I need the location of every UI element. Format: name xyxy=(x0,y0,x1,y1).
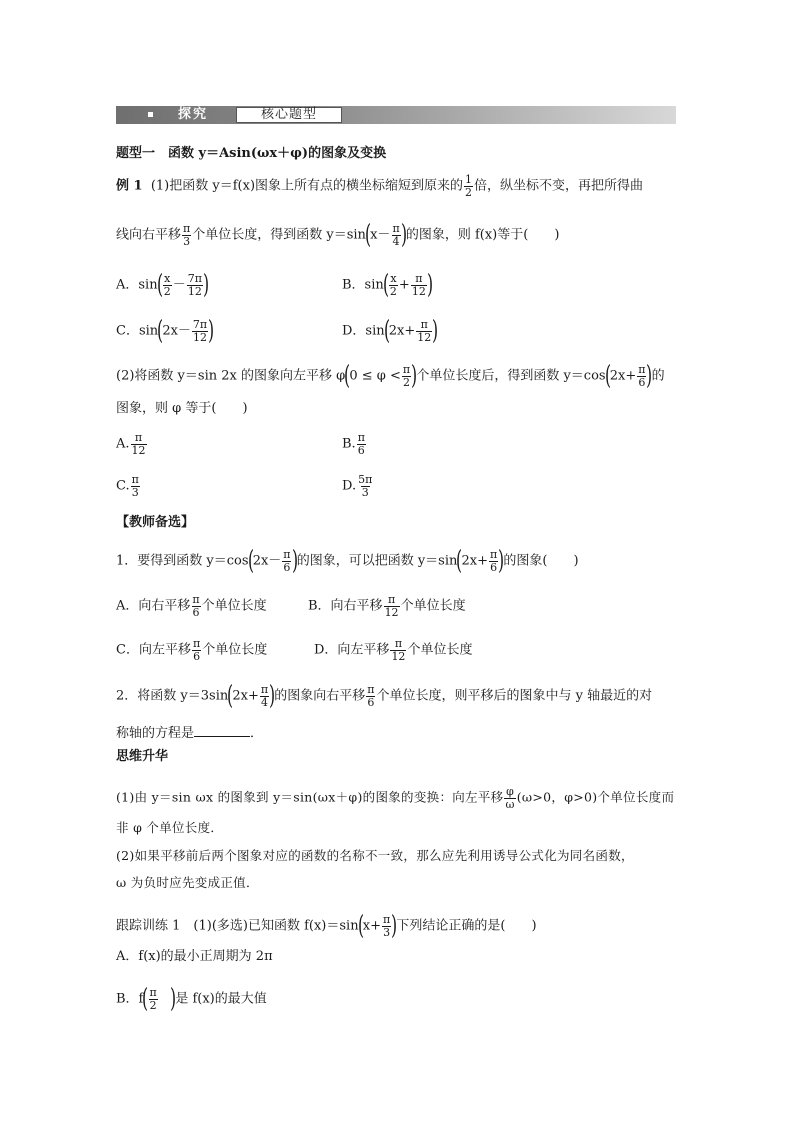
teacher-option-c: C．向左平移 $\frac{\pi}{6}$ 个单位长度 xyxy=(116,637,268,663)
practice-title: 跟踪训练 1 (1)(多选)已知函数 f(x)＝sin(x+ $\frac{\pi}{3}$ )下列结论正确的是( ) xyxy=(116,911,537,941)
option-c: C．sin(2x－ $\frac{7\pi}{12}$ ) xyxy=(116,316,215,346)
summary-line-2: 非 φ 个单位长度． xyxy=(116,820,224,835)
part-2-option-a: A. $\frac{\pi}{12}$ xyxy=(116,431,146,457)
teacher-problem-1: 1．要得到函数 y＝cos(2x－ $\frac{\pi}{6}$ )的图象，可以把函数 y＝sin(2x+ $\frac{\pi}{6}$ )的图象( ) xyxy=(116,546,579,576)
option-a: A．sin( $\frac{x}{2}$ － $\frac{7\pi}{12}$ ) xyxy=(116,270,210,300)
option-d: D．sin(2x+ $\frac{\pi}{12}$ ) xyxy=(342,316,439,346)
bullet-icon xyxy=(148,112,153,117)
teacher-option-d: D．向左平移 $\frac{\pi}{12}$ 个单位长度 xyxy=(314,637,473,663)
teacher-problem-2-line-1: 2．将函数 y＝3sin(2x+ $\frac{\pi}{4}$ )的图象向右平移 $\frac{\pi}{6}$ 个单位长度，则平移后的图象中与 y 轴最近的对 xyxy=(116,681,653,711)
part-2-option-c: C. $\frac{\pi}{3}$ xyxy=(116,473,139,499)
header-tag-explore: 探究 xyxy=(178,107,209,122)
example-1-part-2-line-2: 图象，则 φ 等于( ) xyxy=(116,401,248,416)
teacher-option-a: A．向右平移 $\frac{\pi}{6}$ 个单位长度 xyxy=(116,593,267,619)
summary-line-1: (1)由 y＝sin ωx 的图象到 y＝sin(ωx＋φ)的图象的变换：向左平移 $\frac{\varphi}{\omega}$ (ω>0，φ>0)个单位长度而 xyxy=(116,785,675,811)
practice-option-a: A．f(x)的最小正周期为 2π xyxy=(116,949,273,964)
section-title: 题型一 函数 y＝Asin(ωx＋φ)的图象及变换 xyxy=(116,146,387,161)
practice-option-b: B．f( $\frac{\pi}{2}$ )是 f(x)的最大值 xyxy=(116,984,267,1014)
answer-blank xyxy=(194,724,250,737)
example-1-part-2-line-1: (2)将函数 y＝sin 2x 的图象向左平移 φ(0 ≤ φ < $\frac{\pi}{2}$ )个单位长度后，得到函数 y＝cos(2x+ $\frac{\pi}{6}$ )的 xyxy=(116,361,665,391)
summary-line-3: (2)如果平移前后两个图象对应的函数的名称不一致，那么应先利用诱导公式化为同名函数， xyxy=(116,848,634,863)
header-tag-core-types: 核心题型 xyxy=(236,107,342,123)
teacher-problem-2-line-2: 称轴的方程是 ． xyxy=(116,726,264,741)
summary-line-4: ω 为负时应先变成正值． xyxy=(116,875,259,890)
example-1-line-2: 线向右平移 $\frac{\pi}{3}$ 个单位长度，得到函数 y＝sin(x－ $\frac{\pi}{4}$ )的图象，则 f(x)等于( ) xyxy=(116,220,560,250)
part-2-option-b: B. $\frac{\pi}{6}$ xyxy=(342,431,365,457)
teacher-option-b: B．向右平移 $\frac{\pi}{12}$ 个单位长度 xyxy=(308,593,466,619)
example-1-line-1: 例 1 (1)把函数 y＝f(x)图象上所有点的横坐标缩短到原来的 $\frac{1}{2}$ 倍，纵坐标不变，再把所得曲 xyxy=(116,173,644,199)
teacher-section-title: 【教师备选】 xyxy=(116,515,195,530)
option-b: B．sin( $\frac{x}{2}$ + $\frac{\pi}{12}$ ) xyxy=(342,270,433,300)
summary-title: 思维升华 xyxy=(116,749,169,764)
part-2-option-d: D. $\frac{5\pi}{3}$ xyxy=(342,473,373,499)
